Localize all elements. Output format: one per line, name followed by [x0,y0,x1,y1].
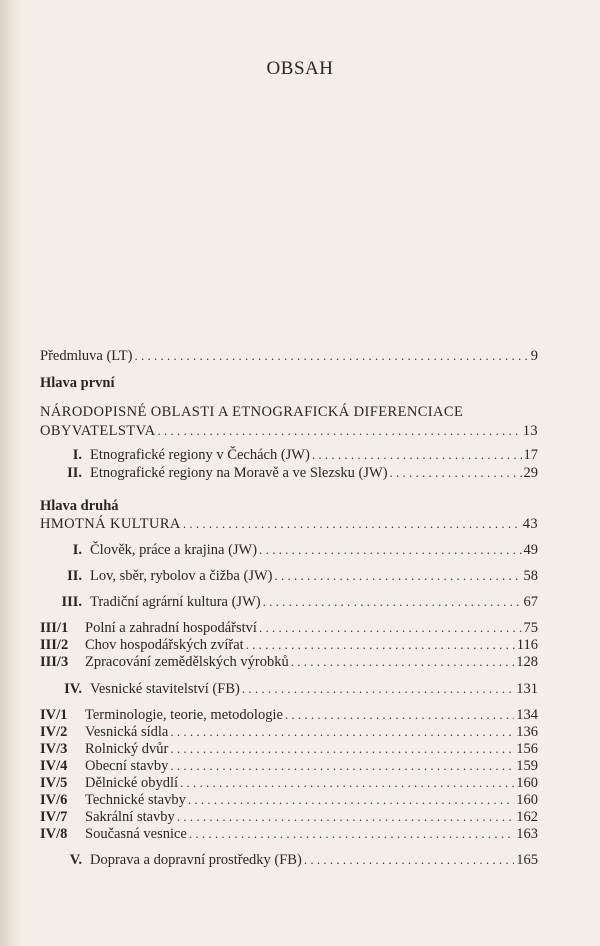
toc-number: IV/1 [40,707,68,723]
toc-label: Lov, sběr, rybolov a čižba (JW) [90,568,273,584]
toc-page: 160 [516,775,538,791]
toc-entry [40,808,538,826]
toc-number: III/3 [40,654,69,670]
chapter-heading: Hlava první [40,375,115,391]
dot-leader [170,723,514,741]
toc-number: IV/8 [40,826,68,842]
dot-leader [259,619,522,637]
toc-number: I. [72,447,82,463]
dot-leader [291,653,515,671]
toc-page: 134 [516,707,538,723]
toc-number: IV/4 [40,758,68,774]
toc-page: 75 [523,620,538,636]
toc-number: IV. [64,681,82,697]
toc-page: 9 [530,348,538,364]
toc-page: 29 [523,465,538,481]
toc-entry [40,567,538,585]
toc-number: IV/3 [40,741,68,757]
toc-number: IV/7 [40,809,68,825]
dot-leader [259,541,521,559]
dot-leader [177,808,514,826]
toc-label: Polní a zahradní hospodářství [85,620,257,636]
toc-number: V. [69,852,82,868]
toc-entry [40,825,538,843]
chapter-heading: Hlava druhá [40,498,119,514]
dot-leader [263,593,522,611]
chapter-title-line: NÁRODOPISNÉ OBLASTI A ETNOGRAFICKÁ DIFERENCIACE [40,404,464,420]
dot-leader [285,706,514,724]
toc-entry [40,706,538,724]
toc-page: 156 [516,741,538,757]
toc-entry [40,464,538,482]
toc-entry [40,541,538,559]
toc-entry [40,740,538,758]
toc-page: 165 [516,852,538,868]
toc-entry [40,653,538,671]
dot-leader [170,740,514,758]
toc-entry [40,446,538,464]
dot-leader [312,446,522,464]
toc-label: Vesnická sídla [85,724,169,740]
dot-leader [242,680,514,698]
toc-page: 162 [516,809,538,825]
toc-page: 163 [516,826,538,842]
toc-label: Sakrální stavby [85,809,175,825]
toc-page: 43 [522,516,538,532]
toc-label: Technické stavby [85,792,186,808]
toc-label: Chov hospodářských zvířat [85,637,244,653]
page-title: OBSAH [266,58,334,79]
toc-page: 136 [516,724,538,740]
toc-number: II. [67,568,82,584]
toc-entry [40,774,538,792]
toc-label: OBYVATELSTVA [40,423,156,439]
dot-leader [246,636,515,654]
toc-label: Současná vesnice [85,826,187,842]
toc-label: Člověk, práce a krajina (JW) [90,542,258,558]
toc-entry-chapter-title [40,422,538,440]
dot-leader [188,791,514,809]
toc-label: Etnografické regiony v Čechách (JW) [90,447,310,463]
toc-page: 67 [523,594,538,610]
toc-page: 160 [516,792,538,808]
toc-label: Doprava a dopravní prostředky (FB) [90,852,302,868]
toc-number: II. [67,465,82,481]
dot-leader [135,347,529,365]
toc-entry [40,619,538,637]
toc-page: 128 [516,654,538,670]
toc-label: Rolnický dvůr [85,741,169,757]
toc-entry [40,851,538,869]
dot-leader [170,757,514,775]
toc-entry-chapter-title [40,515,538,533]
toc-page: 58 [523,568,538,584]
toc-number: IV/6 [40,792,68,808]
dot-leader [189,825,514,843]
toc-entry [40,723,538,741]
toc-label: Předmluva (LT) [40,348,133,364]
toc-label: Tradiční agrární kultura (JW) [90,594,261,610]
toc-page: 116 [516,637,538,653]
toc-label: Etnografické regiony na Moravě a ve Slezsku (JW) [90,465,388,481]
dot-leader [157,422,520,440]
toc-label: Zpracování zemědělských výrobků [85,654,289,670]
toc-number: IV/2 [40,724,68,740]
toc-number: III. [61,594,82,610]
toc-label: Terminologie, teorie, metodologie [85,707,283,723]
toc-page: 49 [523,542,538,558]
toc-page: 131 [516,681,538,697]
dot-leader [304,851,514,869]
toc-label: Dělnické obydlí [85,775,179,791]
toc-label: HMOTNÁ KULTURA [40,516,181,532]
toc-page: 17 [523,447,538,463]
toc-number: III/1 [40,620,69,636]
toc-page: 13 [522,423,538,439]
toc-page: 159 [516,758,538,774]
dot-leader [180,774,514,792]
toc-number: III/2 [40,637,69,653]
toc-entry-preface [40,347,538,365]
toc-number: I. [72,542,82,558]
toc-entry [40,593,538,611]
dot-leader [390,464,522,482]
toc-entry [40,757,538,775]
toc-number: IV/5 [40,775,68,791]
toc-entry [40,636,538,654]
toc-entry [40,680,538,698]
toc-entry [40,791,538,809]
dot-leader [183,515,521,533]
toc-label: Obecní stavby [85,758,169,774]
toc-label: Vesnické stavitelství (FB) [90,681,240,697]
dot-leader [274,567,521,585]
